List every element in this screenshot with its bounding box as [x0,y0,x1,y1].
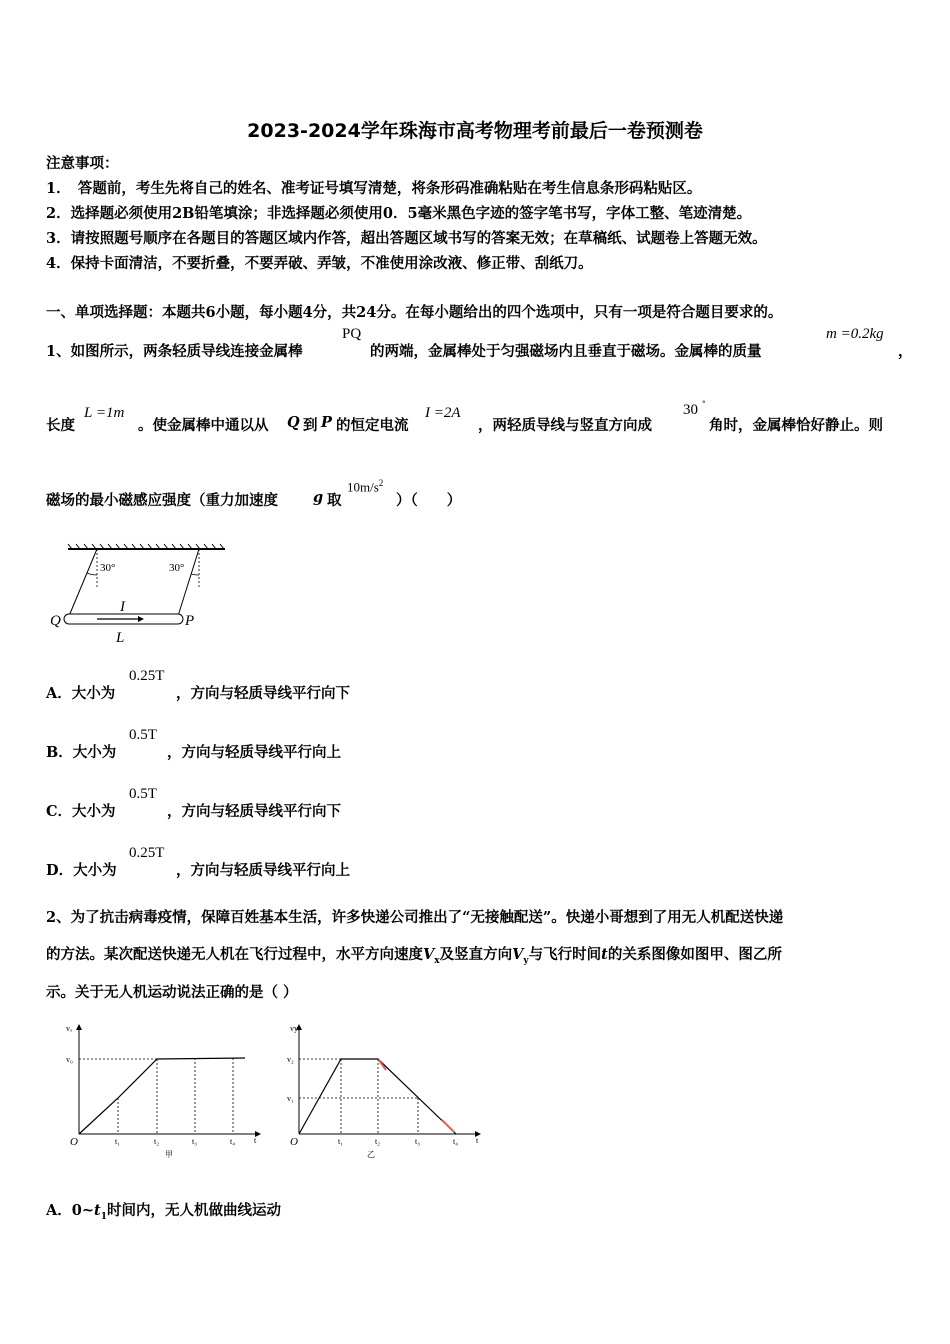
graph-jia [60,1020,270,1165]
q1-option-c-post: ，方向与轻质导线平行向下 [167,803,341,820]
graph-yi [282,1020,492,1165]
q1-comma: ， [898,343,913,360]
q1-text-3a: 磁场的最小磁感应强度（重力加速度 [46,492,278,509]
q2-text-1: 2、为了抗击病毒疫情，保障百姓基本生活，许多快递公司推出了“无接触配送”。快递小哥想到了用无人机配送快递 [46,909,784,926]
notice-item-4: 4．保持卡面清洁，不要折叠，不要弄破、弄皱，不准使用涂改液、修正带、刮纸刀。 [46,255,593,272]
graph-yi-t2: t₂ [375,1137,381,1146]
notice-heading: 注意事项： [46,155,119,172]
graph-jia-caption: 甲 [165,1150,173,1159]
notice-item-3: 3．请按照题号顺序在各题目的答题区域内作答，超出答题区域书写的答案无效；在草稿纸、试题卷上答题无效。 [46,230,767,247]
graph-jia-ylabel: vₓ [66,1024,73,1033]
q2-text-2: 的方法。某次配送快递无人机在飞行过程中，水平方向速度$V_x$及竖直方向$V_y$与飞行时间t的关系图像如图甲、图乙所 [46,946,782,966]
q1-option-c[interactable] [46,800,116,821]
label-i: I [120,599,125,615]
angle-label-left: 30° [100,562,116,574]
graph-jia-t3: t₃ [192,1137,198,1146]
q1-mass: m =0.2kg [826,326,884,342]
q1-length: L =1m [84,405,125,421]
q1-text-2e: ，两轻质导线与竖直方向成 [478,417,652,434]
label-p: P [185,613,195,629]
q1-gval: $10m/s^2$ [347,478,384,495]
option-pre: 大小为 [72,803,116,820]
graph-yi-v2: v₂ [287,1055,294,1064]
q1-text-1a: 1、如图所示，两条轻质导线连接金属棒 [46,343,303,360]
q1-option-a-value: 0.25T [129,668,165,684]
q2-text-3: 示。关于无人机运动说法正确的是（ ） [46,984,298,1001]
graph-jia-v0: v₀ [66,1055,73,1064]
graph-yi-t1: t₁ [338,1137,344,1146]
graph-yi-t4: t₄ [453,1137,459,1146]
q1-text-3b: 取 [327,492,342,509]
degree-icon: ° [702,400,706,408]
option-pre: 大小为 [72,744,117,761]
q1-text-1b: 的两端，金属棒处于匀强磁场内且垂直于磁场。金属棒的质量 [370,343,762,360]
option-key: C． [46,803,73,820]
q1-current: I =2A [425,405,461,421]
q1-option-a[interactable] [46,682,115,703]
option-pre: 大小为 [71,685,116,702]
section-heading: 一、单项选择题：本题共6小题，每小题4分，共24分。在每小题给出的四个选项中，只有一项是符合题目要求的。 [46,304,783,321]
option-key: D． [46,862,74,879]
graph-yi-ylabel: vy [290,1024,298,1033]
q1-option-a-post: ，方向与轻质导线平行向下 [176,685,350,702]
graph-jia-t1: t₁ [115,1137,121,1146]
option-pre: 大小为 [73,862,117,879]
graph-yi-t3: t₃ [415,1137,421,1146]
graph-yi-caption: 乙 [367,1150,375,1159]
notice-item-1: 1． 答题前，考生先将自己的姓名、准考证号填写清楚，将条形码准确粘贴在考生信息条形码粘贴区。 [46,180,702,197]
q1-option-d-post: ，方向与轻质导线平行向上 [176,862,350,879]
option-key: B． [46,744,73,761]
label-q: Q [50,613,61,629]
q1-q: Q [287,414,300,431]
angle-label-right: 30° [169,562,185,574]
graph-jia-origin: O [70,1136,78,1148]
option-key: A． [46,685,72,702]
graph-jia-t4: t₄ [230,1137,236,1146]
q1-option-b-post: ，方向与轻质导线平行向上 [167,744,341,761]
graph-yi-v1: v₁ [287,1094,294,1103]
q1-text-2d: 的恒定电流 [336,417,409,434]
notice-item-2: 2．选择题必须使用2B铅笔填涂；非选择题必须使用0．5毫米黑色字迹的签字笔书写，字体工整、笔迹清楚。 [46,205,752,222]
q1-option-d-value: 0.25T [129,845,165,861]
q1-option-d[interactable] [46,859,117,880]
graph-yi-t: t [476,1136,479,1145]
q1-text-3c: ）（ ） [396,492,462,509]
graph-jia-t2: t₂ [154,1137,160,1146]
q1-pq: PQ [342,326,362,342]
q1-g: g [313,489,324,506]
q1-option-b[interactable] [46,741,116,762]
q1-option-b-value: 0.5T [129,727,157,743]
q1-figure [40,540,240,650]
q1-p: P [321,414,332,431]
label-l: L [116,630,125,646]
q1-angle: 30 [683,402,698,418]
graph-yi-origin: O [290,1136,298,1148]
q2-option-a[interactable]: A．$0\sim t_1$时间内，无人机做曲线运动 [46,1202,281,1222]
q1-text-2b: 。使金属棒中通以从 [138,417,269,434]
q1-text-2c: 到 [303,417,318,434]
page-title: 2023-2024学年珠海市高考物理考前最后一卷预测卷 [247,120,703,142]
q1-option-c-value: 0.5T [129,786,157,802]
graph-jia-t: t [254,1136,257,1145]
q1-text-2a: 长度 [46,417,75,434]
q1-text-2f: 角时，金属棒恰好静止。则 [709,417,883,434]
